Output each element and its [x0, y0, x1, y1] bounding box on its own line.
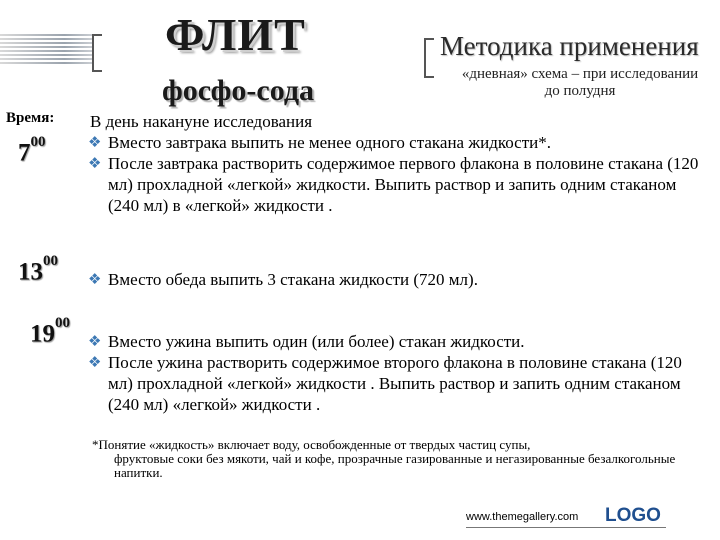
- time-label: Время:: [6, 110, 55, 126]
- diamond-bullet-icon: ❖: [88, 133, 102, 151]
- list-item: [88, 331, 708, 352]
- time-minutes: 00: [55, 314, 70, 331]
- evening-instructions: [88, 331, 708, 415]
- list-item-text: Вместо ужина выпить один (или более) стакан жидкости.: [108, 332, 525, 351]
- time-hour: 13: [18, 258, 43, 286]
- footnote-line: *Понятие «жидкость» включает воду, освобожденные от твердых частиц супы,: [92, 437, 531, 452]
- list-item: [88, 269, 708, 290]
- list-item-text: После завтрака растворить содержимое первого флакона в половине стакана (120 мл) прохладной «легкой» жидкости. Выпить раствор и запить одним стаканом (240 мл) в «легкой» жидкости .: [108, 154, 699, 215]
- list-item-text: Вместо обеда выпить 3 стакана жидкости (720 мл).: [108, 270, 478, 289]
- list-item: [88, 352, 708, 415]
- footnote: [92, 438, 708, 480]
- header-stripes-decoration: [0, 34, 92, 68]
- diamond-bullet-icon: ❖: [88, 154, 102, 172]
- page-subtitle: фосфо-сода: [162, 74, 315, 107]
- method-bracket-decoration: [424, 38, 434, 78]
- diamond-bullet-icon: ❖: [88, 332, 102, 350]
- list-item-text: Вместо завтрака выпить не менее одного стакана жидкости*.: [108, 133, 551, 152]
- method-heading: Методика применения: [440, 31, 699, 61]
- noon-instructions: [88, 269, 708, 290]
- time-evening: [30, 314, 70, 348]
- list-item: [88, 153, 708, 216]
- logo: LOGO: [605, 505, 661, 526]
- time-noon: [18, 252, 58, 286]
- intro-text: В день накануне исследования: [90, 112, 313, 131]
- morning-instructions: [88, 132, 708, 216]
- time-hour: 19: [30, 320, 55, 348]
- time-minutes: 00: [30, 133, 46, 150]
- page-title: ФЛИТ: [165, 9, 306, 60]
- footer-divider: [466, 527, 666, 528]
- list-item: [88, 132, 708, 153]
- scheme-caption: «дневная» схема – при исследовании до полудня: [461, 66, 699, 99]
- diamond-bullet-icon: ❖: [88, 353, 102, 371]
- time-hour: 7: [18, 139, 31, 167]
- footnote-line: фруктовые соки без мякоти, чай и кофе, прозрачные газированные и негазированные безалкогольные напитки.: [114, 451, 676, 480]
- list-item-text: После ужина растворить содержимое второго флакона в половине стакана (120 мл) прохладной «легкой» жидкости . Выпить раствор и запить одним стаканом (240 мл) «легкой» жидкости .: [108, 353, 682, 414]
- title-bracket-decoration: [92, 34, 102, 72]
- time-morning: [18, 133, 46, 167]
- diamond-bullet-icon: ❖: [88, 270, 102, 288]
- time-minutes: 00: [43, 252, 58, 269]
- footer-url: www.themegallery.com: [466, 511, 579, 523]
